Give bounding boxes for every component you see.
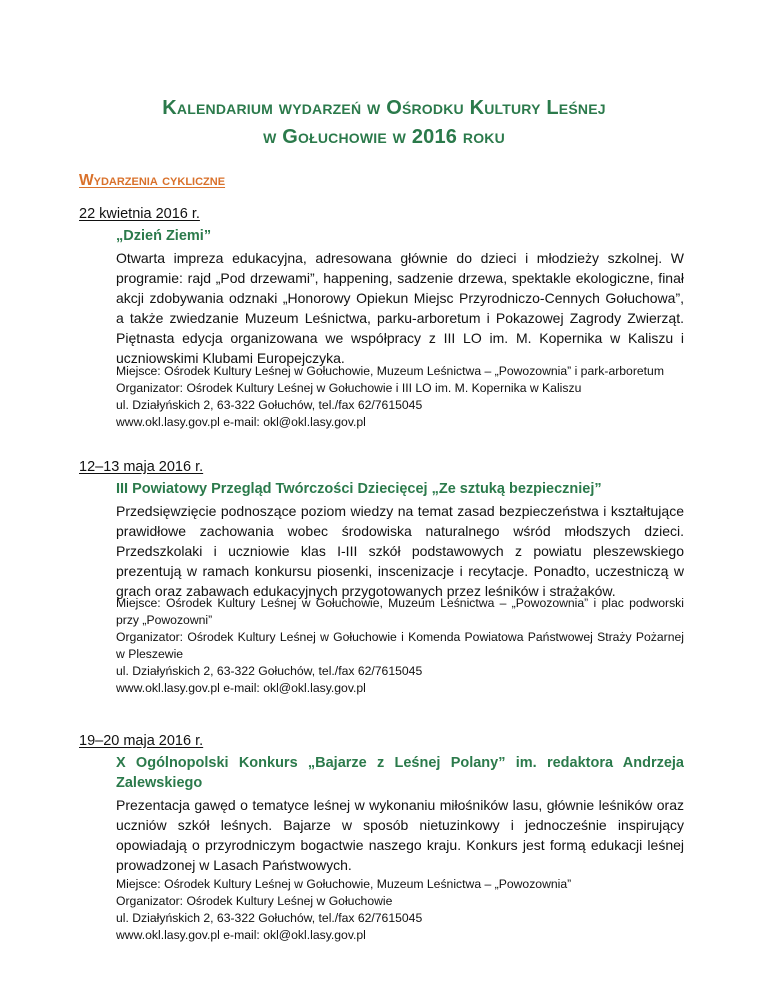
event-organizer: Organizator: Ośrodek Kultury Leśnej w Gołuchowie i III LO im. M. Kopernika w Kaliszu <box>116 381 582 395</box>
event-date: 22 kwietnia 2016 r. <box>79 206 200 222</box>
event-contact: www.okl.lasy.gov.pl e-mail: okl@okl.lasy.gov.pl <box>116 415 366 429</box>
event-description: Przedsięwzięcie podnoszące poziom wiedzy na temat zasad bezpieczeństwa i kształtujące prawidłowe zachowania wobec środowiska naturalnego wśród młodszych dzieci. Przedszkolaki i uczniowie klas I-III szkół podstawowych z powiatu pleszewskiego prezentują w ramach konkursu piosenki, inscenizacje i recytacje. Ponadto, uczestniczą w grach oraz zabawach edukacyjnych przygotowanych przez leśników i strażaków. <box>116 503 684 599</box>
event-date: 12–13 maja 2016 r. <box>79 459 204 475</box>
event-name: III Powiatowy Przegląd Twórczości Dziecięcej „Ze sztuką bezpieczniej” <box>116 481 602 497</box>
event-address: ul. Działyńskich 2, 63-322 Gołuchów, tel./fax 62/7615045 <box>116 911 423 925</box>
event-place: Miejsce: Ośrodek Kultury Leśnej w Gołuchowie, Muzeum Leśnictwa – „Powozownia” <box>116 877 572 891</box>
event-place: Miejsce: Ośrodek Kultury Leśnej w Gołuchowie, Muzeum Leśnictwa – „Powozownia” i park-arboretum <box>116 364 664 378</box>
event-contact: www.okl.lasy.gov.pl e-mail: okl@okl.lasy.gov.pl <box>116 928 366 942</box>
event-contact: www.okl.lasy.gov.pl e-mail: okl@okl.lasy.gov.pl <box>116 681 366 695</box>
event-info <box>116 876 684 944</box>
event-name: „Dzień Ziemi” <box>116 228 212 244</box>
event-place: Miejsce: Ośrodek Kultury Leśnej w Gołuchowie, Muzeum Leśnictwa – „Powozownia” i plac podworski przy „Powozowni” <box>116 596 684 627</box>
section-title: Wydarzenia cykliczne <box>79 172 226 189</box>
event-organizer: Organizator: Ośrodek Kultury Leśnej w Gołuchowie i Komenda Powiatowa Państwowej Straży Pożarnej w Pleszewie <box>116 630 684 661</box>
event-address: ul. Działyńskich 2, 63-322 Gołuchów, tel./fax 62/7615045 <box>116 398 423 412</box>
event-info <box>116 363 684 431</box>
event-date: 19–20 maja 2016 r. <box>79 733 204 749</box>
event-name: X Ogólnopolski Konkurs „Bajarze z Leśnej Polany” im. redaktora Andrzeja Zalewskiego <box>116 755 684 791</box>
event-address: ul. Działyńskich 2, 63-322 Gołuchów, tel./fax 62/7615045 <box>116 664 423 678</box>
event-organizer: Organizator: Ośrodek Kultury Leśnej w Gołuchowie <box>116 894 393 908</box>
title-line-2: w Gołuchowie w 2016 roku <box>263 126 505 148</box>
event-description: Otwarta impreza edukacyjna, adresowana głównie do dzieci i młodzieży szkolnej. W programie: rajd „Pod drzewami”, happening, sadzenie drzewa, spektakle ekologiczne, finał akcji zdobywania odznaki „Honorowy Opiekun Miejsc Przyrodniczo-Cennych Gołuchowa”, a także zwiedzanie Muzeum Leśnictwa, parku-arboretum i Pokazowej Zagrody Zwierząt. Piętnasta edycja organizowana we współpracy z III LO im. M. Kopernika w Kaliszu i uczniowskimi Klubami Europejczyka. <box>116 250 684 366</box>
document-title <box>60 94 708 152</box>
event-description: Prezentacja gawęd o tematyce leśnej w wykonaniu miłośników lasu, głównie leśników oraz uczniów szkół leśnych. Bajarze w sposób nietuzinkowy i jednocześnie inspirujący opowiadają o przyrodniczym bogactwie naszego kraju. Konkurs jest formą edukacji leśnej prowadzonej w Lasach Państwowych. <box>116 797 684 873</box>
event-info <box>116 595 684 697</box>
title-line-1: Kalendarium wydarzeń w Ośrodku Kultury Leśnej <box>162 97 606 119</box>
